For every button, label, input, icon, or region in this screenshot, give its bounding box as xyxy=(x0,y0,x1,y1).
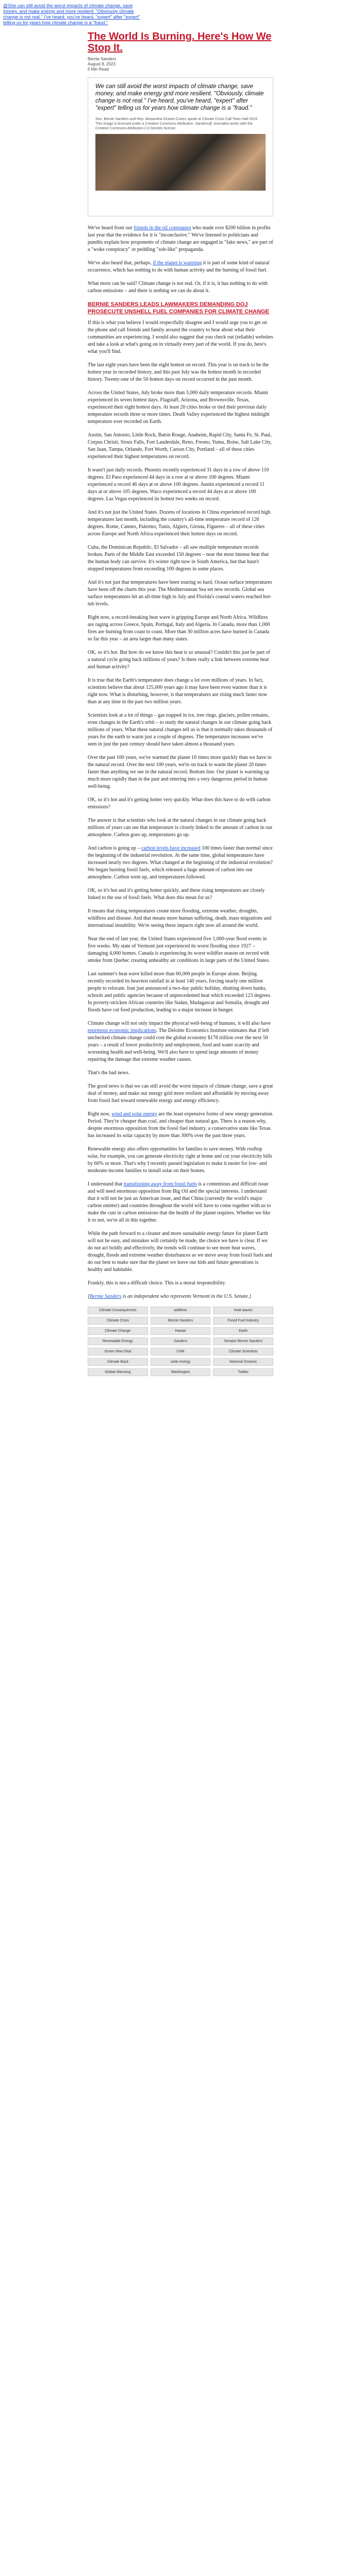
paragraph: Frankly, this is not a difficult choice. This is a moral responsibility. xyxy=(88,1280,226,1286)
byline xyxy=(88,57,273,72)
paragraph: Cuba, the Dominican Republic, El Salvador – all saw multiple temperature records broken. Parts of the Middle East exceeded 150 degrees – near the most intense heat that the human body can survive. It's winter right now in South America, but that hasn't stopped temperatures from exceeding 100 degrees in some places. xyxy=(88,545,269,572)
paragraph: We've also heard that, perhaps, if the planet is warming it is part of some kind of natural occurrence, which has nothing to do with human activity and the burning of fossil fuel. xyxy=(88,260,270,273)
tag-item[interactable]: Earth xyxy=(213,1327,273,1335)
hero-photo xyxy=(95,134,266,191)
paragraph: That's the bad news. xyxy=(88,1070,130,1076)
article-body xyxy=(88,225,273,1376)
paragraph: It wasn't just daily records. Phoenix recently experienced 31 days in a row of above 110 degrees. El Paso experienced 44 days in a row at or above 100 degrees. Miami experienced a record 46 days at or above 100 degrees. Austin experienced a record 11 days at or above 105 degrees. Waco experienced a record 44 days at or above 100 degrees. Las Vegas experienced its hottest two weeks on record. xyxy=(88,467,269,502)
author: Bernie Sanders xyxy=(88,57,117,61)
paragraph: Austin, San Antonio, Little Rock, Baton Rouge, Anaheim, Rapid City, Santa Fe, St. Paul, Corpus Christi, Sioux Falls, Fort Lauderdale, Reno, Fresno, Yuma, Boise, Salt Lake City, San Juan, Tampa, Orlando, Fort Worth, Carson City, Portland – all of these cities experienced their highest temperatures on record. xyxy=(88,432,272,460)
paragraph: Right now, a record-breaking heat wave is gripping Europe and North Africa. Wildfires are raging across Greece, Spain, Portugal, Italy and Algeria. In Canada, more than 1,000 fires are burning from coast to coast. More than 30 million acres have burned in Canada so far this year – an area larger than many states. xyxy=(88,615,270,642)
tag-item[interactable]: Sanders xyxy=(151,1337,211,1345)
economic-implications-link[interactable]: enormous economic implications xyxy=(88,1028,156,1033)
tag-item[interactable]: heat waves xyxy=(213,1307,273,1314)
author-bio: [Bernie Sanders is an independent who represents Vermont in the U.S. Senate.] xyxy=(88,1294,252,1299)
paragraph: Near the end of last year, the United States experienced five 1,000-year flood events in five weeks. My state of Vermont just experienced its worst flooding since 1927 – damaging 4,000 homes. Canada is experiencing its worst wildfire season on record with smoke from Quebec creating unhealthy air conditions in large parts of the United States. xyxy=(88,936,270,963)
read-time: 5 Min Read xyxy=(88,67,109,72)
paragraph: Scientists look at a lot of things – gas trapped in ice, tree rings, glaciers, pollen remains, even changes in the Earth's orbit – to study the natural changes in our climate going back millions of years. What these natural changes tell us is that it normally takes thousands of years for the earth to warm just a couple of degrees. The temperature increases we've seen in just the past century should have taken almost a thousand years. xyxy=(88,713,273,747)
paragraph: Across the United States, July broke more than 3,000 daily temperature records. Miami experienced its seven hottest days. Flagstaff, Arizona, and Brownsville, Texas, experienced their eight hottest days. At least 20 cities broke or tied their previous daily temperature records three or more times. Death Valley experienced the highest midnight temperature ever recorded on Earth. xyxy=(88,390,270,425)
tag-item[interactable]: Climate Consequences xyxy=(88,1307,148,1314)
paragraph: If this is what you believe I would respectfully disagree and I would urge you to get on the phone and call friends and family around the country to hear about what their communities are experiencing. I would also suggest that you check out (reliable) websites and take a look at what's going on in virtually every part of the world. If you do, here's what you'll find. xyxy=(88,320,273,354)
paragraph: OK, so it's hot. But how do we know this heat is so unusual? Couldn't this just be part of a natural cycle going back millions of years? Is there really a link between extreme heat and human activity? xyxy=(88,650,270,670)
tag-item[interactable]: Climate Back xyxy=(88,1358,148,1366)
author-bio-link[interactable]: Bernie Sanders xyxy=(89,1294,122,1299)
hero-quote: We can still avoid the worst impacts of climate change, save money, and make energy grid more resilient. "Obviously, climate change is not real." I've heard, you've heard, "expert" after "expert" telling us for years how climate change is a "fraud." xyxy=(95,83,264,111)
paragraph: Renewable energy also offers opportunities for families to save money. With rooftop solar, for example, you can generate electricity right at home and cut your electricity bills by 60% or more. That's why I recently passed legislation to make it easier for low- and moderate-income families to install solar on their homes. xyxy=(88,1146,272,1174)
tag-item[interactable]: Renewable Energy xyxy=(88,1337,148,1345)
date: August 8, 2023 xyxy=(88,62,116,66)
paragraph: The last eight years have been the eight hottest on record. This year is on track to be the hottest year in recorded history, and this past July was the hottest month in recorded history. Twenty-one of the 50 hottest days on record occurred in the past month. xyxy=(88,362,269,382)
paragraph: Right now, wind and solar energy are the least expensive forms of new energy generation. Period. They're cheaper than coal, and cheaper than natural gas. There is a reason why, despite enormous opposition from the fossil fuel industry, a conservative state like Texas has increased its solar capacity by more than 300% over the past three years. xyxy=(88,1111,274,1139)
tag-item[interactable]: Bernie Sanders xyxy=(151,1317,211,1325)
paragraph: And it's not just the United States. Dozens of locations in China experienced record high temperatures last month, including the country's all-time temperature record of 126 degrees. Rome, Cannes, Palermo, Tunis, Algiers, Girona, Figueres – all of these cities across Europe and North Africa experienced their hottest days on record. xyxy=(88,510,271,537)
paragraph: The good news is that we can still avoid the worst impacts of climate change, save a great deal of money, and make our energy grid more resilient and affordable by moving away from fossil fuel toward renewable energy and energy efficiency. xyxy=(88,1083,273,1104)
paragraph: We've heard from our friends in the oil companies who made over $200 billion in profits last year that the evidence for it is "inconclusive." We've listened to politicians and pundits explain how proponents of climate change are engaged in "fake news," are part of a "woke conspiracy" or peddling "sob-like" propaganda. xyxy=(88,225,273,252)
tag-item[interactable]: Climate Change xyxy=(88,1327,148,1335)
paragraph: I understand that transitioning away from fossil fuels is a contentious and difficult issue and will need enormous opposition from Big Oil and the special interests. I understand that it will not be just an American issue, and that China (currently the world's major carbon emitter) and countries throughout the world will have to come together with us to make the cuts in carbon emissions that the health of the planet requires. Whether we like it or not, we're all in this together. xyxy=(88,1181,271,1223)
paragraph: OK, so it's hot and it's getting hotter very quickly. What does this have to do with carbon emissions? xyxy=(88,797,271,810)
tag-item[interactable]: Washington xyxy=(151,1368,211,1376)
tag-item[interactable]: Climate Scientists xyxy=(213,1348,273,1355)
tag-item[interactable]: Fossil Fuel Industry xyxy=(213,1317,273,1325)
paragraph: And carbon is going up – carbon levels have increased 100 times faster than normal since the beginning of the industrial revolution. At the same time, global temperatures have increased nearly two degrees. What changed at the beginning of the industrial revolution? We began burning fossil fuels, which released a huge amount of carbon into our atmosphere. Carbon went up, and temperatures followed. xyxy=(88,845,273,880)
tag-item[interactable]: Hawaii xyxy=(151,1327,211,1335)
carbon-levels-link[interactable]: carbon levels have increased xyxy=(141,845,201,851)
tag-item[interactable]: Twitter xyxy=(213,1368,273,1376)
oil-companies-link[interactable]: friends in the oil companies xyxy=(134,225,191,231)
tag-list xyxy=(88,1307,273,1376)
paragraph: The answer is that scientists who look at the natural changes in our climate going back millions of years can see that temperature is closely linked to the amount of carbon in our atmosphere. Carbon goes up, temperatures go up. xyxy=(88,818,273,838)
article-title[interactable]: The World Is Burning. Here's How We Stop It. xyxy=(88,31,272,54)
wind-solar-link[interactable]: wind and solar energy xyxy=(111,1111,157,1117)
paragraph: It means that rising temperatures create more flooding, extreme weather, droughts, wildfires and disease. And that means more human suffering, death, mass migrations and international instability. We're seeing these impacts right now all around the world. xyxy=(88,908,272,928)
paragraph: Over the past 100 years, we've warmed the planet 10 times more quickly than we have in the natural record. Over the next 100 years, we're on track to warm the planet 20 times faster than anything we see in the natural record. Bottom line: Our planet is warming up much more rapidly than in the past and entering into a very dangerous period in human well-being. xyxy=(88,755,272,789)
article xyxy=(88,31,273,1376)
paragraph: OK, so it's hot and it's getting hotter quickly, and these rising temperatures are closely linked to the use of fossil fuels. What does this mean for us? xyxy=(88,888,265,901)
tag-item[interactable]: National Oceanic xyxy=(213,1358,273,1366)
tag-item[interactable]: Climate Crisis xyxy=(88,1317,148,1325)
tag-item[interactable]: Global Warming xyxy=(88,1368,148,1376)
related-headline[interactable]: BERNIE SANDERS LEADS LAWMAKERS DEMANDING DOJ PROSECUTE UNSHELL FUEL COMPANIES FOR CLIMATE CHANGE xyxy=(88,301,269,315)
planet-warming-link[interactable]: if the planet is warming xyxy=(153,260,202,266)
promo-block xyxy=(3,3,142,26)
tag-item[interactable]: Green New Deal xyxy=(88,1348,148,1355)
tag-item[interactable]: Senator Bernie Sanders xyxy=(213,1337,273,1345)
tag-item[interactable]: wildfires xyxy=(151,1307,211,1314)
paragraph: While the path forward to a cleaner and more sustainable energy future for planet Earth will not be easy, and mistakes will certainly be made, the choice we have is clear. If we do not act boldly and effectively, the trends will continue to see more heat waves, drought, floods and extreme weather disturbances as we move away from fossil fuels and do our best to make sure that the planet we leave our kids and future generations is healthy and habitable. xyxy=(88,1231,272,1273)
paragraph: Last summer's heat wave killed more than 60,000 people in Europe alone. Beijing recently recorded its heaviest rainfall in at least 140 years, forcing nearly one million people to relocate. Iran just announced a two-day public holiday, shutting down banks, schools and public agencies because of unprecedented heat which exceeded 123 degrees. In poverty-stricken African countries like Sudan, Madagascar and Somalia, drought and floods have cut food production, leading to a major increase in hunger. xyxy=(88,971,271,1013)
promo-link[interactable]: @She can still avoid the worst impacts of climate change, save money, and make energy and more resilient: "Obviously climate change is not real." I've heard, you've heard, "expert" after "expert" telling us for years how climate change is a "fraud." xyxy=(3,3,140,25)
tag-item[interactable]: solar energy xyxy=(151,1358,211,1366)
paragraph: What more can be said? Climate change is not real. Or, if it is, it has nothing to do with carbon emissions – and there is nothing we can do about it. xyxy=(88,281,268,294)
hero-box xyxy=(88,77,273,216)
hero-caption: Sen. Bernie Sanders and Rep. Alexandria Ocasio-Cortez speak at Climate Crisis Call Town Hall 2019. This image is licensed under a Creative Commons Attribution. Sanders@ Journalist works with the Creative Commons Attribution 2.0 Generic license. xyxy=(95,117,258,130)
paragraph: It is true that the Earth's temperature does change a lot over millions of years. In fact, scientists believe that about 125,000 years ago it may have been even warmer than it is right now. What is disturbing, however, is that temperatures are rising much faster now than at any time in the past two million years. xyxy=(88,677,268,705)
paragraph: Climate change will not only impact the physical well-being of humans, it will also have enormous economic implications. The Deloitte Economics Institute estimates that if left unchecked climate change could cost the global economy $178 trillion over the next 50 years – a result of lower productivity and employment, food and water scarcity and worsening health and well-being. We'll also have to spend large amounts of money repairing the damage that extreme weather causes. xyxy=(88,1021,271,1062)
tag-item[interactable]: CNN xyxy=(151,1348,211,1355)
transition-link[interactable]: transitioning away from fossil fuels xyxy=(123,1181,197,1187)
paragraph: And it's not just that temperatures have been soaring so hard. Ocean surface temperatures have been off the charts this year. The Mediterranean Sea set new records. Global sea surface temperatures hit an all-time high in July and Florida's coastal waters reached hot-tub levels. xyxy=(88,580,272,607)
